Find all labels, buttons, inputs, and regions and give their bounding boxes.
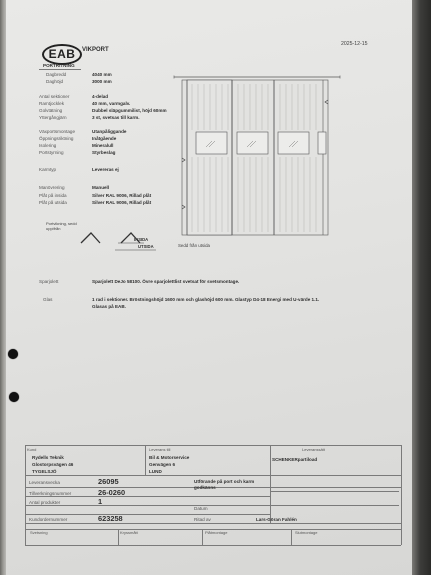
- leverans-till-line: Bil & Motorservice: [149, 455, 190, 460]
- bottom-label: Kryssmått: [120, 530, 138, 535]
- spec-value: Levereras ej: [92, 167, 119, 172]
- note-label: Glas: [43, 297, 53, 302]
- ritad-value: Lars-Göran Fahlén: [256, 517, 297, 522]
- outside-label: UTSIDA: [138, 244, 154, 249]
- spec-value: Manuell: [92, 185, 110, 190]
- spec-value: Silver RAL 9006, Rillad plåt: [92, 193, 152, 198]
- spec-value: 3 st, svetsas till karm.: [92, 115, 140, 120]
- table-rule: [25, 514, 270, 515]
- fold-diagram-label: Portvikning, sedd uppifrån: [46, 221, 77, 231]
- spec-label: Dagbredd: [46, 72, 67, 77]
- bottom-label: Slutmontage: [295, 530, 318, 535]
- spec-label: Yttergångjärn: [39, 115, 67, 120]
- kund-line: Rydells Teknik: [32, 455, 64, 460]
- table-rule: [270, 445, 271, 523]
- spec-value: 4-delad: [92, 94, 109, 99]
- leverans-till-line: LUND: [149, 469, 162, 474]
- spec-label: Öppningsriktning: [39, 136, 74, 141]
- signature-line: [271, 491, 399, 492]
- row-label: Leveransvecka: [29, 480, 60, 485]
- table-rule: [145, 445, 146, 475]
- spec-value: Inåtgående: [92, 136, 117, 141]
- table-rule: [25, 523, 401, 524]
- spec-value: Utanpåliggande: [92, 129, 127, 134]
- table-rule: [25, 545, 401, 546]
- spec-label: Portstyrning: [39, 150, 64, 155]
- spec-label: Plåt på utsida: [39, 200, 67, 205]
- kund-label: Kund: [27, 447, 37, 452]
- table-rule: [25, 475, 401, 476]
- spec-label: Isolering: [39, 143, 57, 148]
- kund-line: TYGELSJÖ: [32, 469, 57, 474]
- note-text: Sparjolett DeJo 58100. Övre sparjolettlist svetsat för svetsmontage.: [92, 279, 240, 284]
- binder-hole: [8, 349, 18, 359]
- leveranssatt-label: Leveranssätt: [302, 447, 325, 452]
- table-rule: [25, 496, 270, 497]
- note-label: Sparjolett: [39, 279, 59, 284]
- spec-label: Ramtjocklek: [39, 101, 65, 106]
- spec-value: 4040 mm: [92, 72, 112, 77]
- leverans-till-line: Genvägen 6: [149, 462, 176, 467]
- table-rule: [25, 505, 270, 506]
- spec-label: Antal sektioner: [39, 94, 70, 99]
- spec-value: Styrbeslag: [92, 150, 116, 155]
- row-value: 623258: [98, 514, 123, 523]
- document-subtitle: PORTRITNING: [43, 63, 75, 68]
- signature-line: [271, 505, 399, 506]
- eab-logo: EAB: [42, 44, 82, 65]
- table-rule: [25, 445, 26, 545]
- table-rule: [118, 529, 119, 545]
- product-name: VIKPORT: [82, 47, 109, 53]
- table-rule: [25, 445, 401, 446]
- leveranssatt-value: SCHENKERpartiload: [272, 457, 318, 462]
- document-page: [6, 0, 412, 575]
- kund-line: Glostorpsvägen 46: [32, 462, 74, 467]
- approval-text: Utförande på port och karm godkänns: [194, 479, 255, 490]
- bottom-label: Plåtmontage: [205, 530, 228, 535]
- bottom-label: Svetsning: [30, 530, 48, 535]
- spec-label: Plåt på insida: [39, 193, 67, 198]
- datum-label: Datum: [194, 506, 208, 511]
- row-label: Antal produkter: [29, 500, 61, 505]
- view-label: Sedd från utsida: [178, 243, 210, 248]
- subtitle-rule: [39, 69, 81, 70]
- binder-hole: [9, 392, 19, 402]
- row-value: 1: [98, 497, 103, 506]
- spec-label: Daghöjd: [46, 79, 64, 84]
- spec-label: Karmtyp: [39, 167, 57, 172]
- table-rule: [291, 529, 292, 545]
- note-text: 1 rad i sektioner. Bröstningshöjd 1600 mm och glashöjd 600 mm. Glastyp D4-18 Energi med U-värde 1.1.: [92, 297, 320, 302]
- row-value: 26095: [98, 477, 119, 486]
- row-value: 26-0260: [98, 488, 126, 497]
- spec-label: Manövrering: [39, 185, 65, 190]
- leverans-till-label: Leverans till: [149, 447, 171, 452]
- ritad-label: Ritad av: [194, 517, 211, 522]
- note-text-continued: Glasas på EAB.: [92, 304, 126, 309]
- spec-label: Växportsmontage: [39, 129, 76, 134]
- spec-value: Mineralull: [92, 143, 114, 148]
- spec-label: Golvtätning: [39, 108, 63, 113]
- spec-value: 3000 mm: [92, 79, 112, 84]
- row-label: Tillverkningsnummer: [29, 491, 72, 496]
- row-label: Kundordernummer: [29, 517, 68, 522]
- table-rule: [401, 445, 402, 545]
- document-date: 2025-12-15: [341, 41, 368, 47]
- spec-value: Silver RAL 9006, Rillad plåt: [92, 200, 152, 205]
- inside-label: INSIDA: [134, 237, 149, 242]
- spec-value: 40 mm, varmgalv.: [92, 101, 131, 106]
- spec-value: Dubbel släpgummilist, höjd 60mm: [92, 108, 167, 113]
- table-rule: [202, 529, 203, 545]
